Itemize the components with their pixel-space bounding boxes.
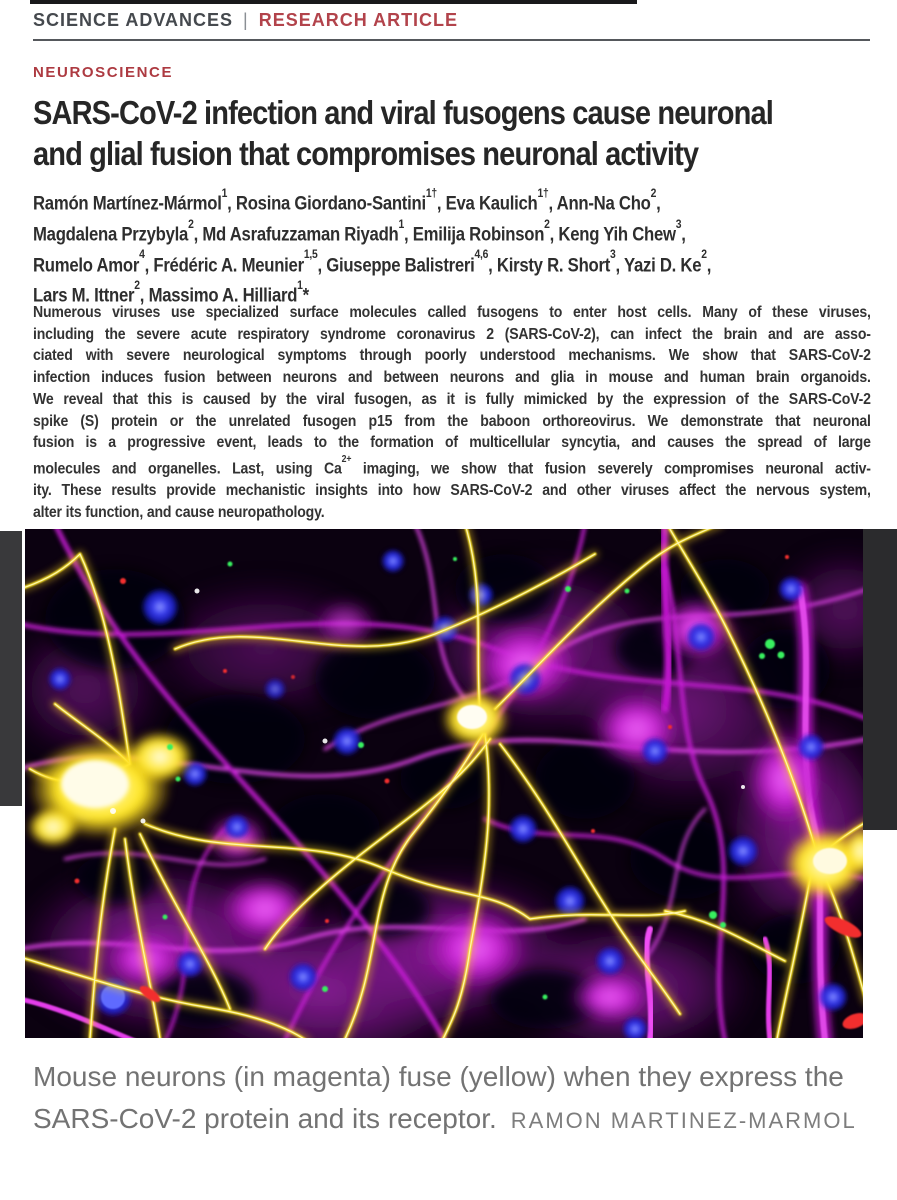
- abstract-text: [33, 302, 871, 523]
- section-label: NEUROSCIENCE: [33, 64, 174, 81]
- author-line: Rumelo Amor$^4$, Frédéric A. Meunier$^{1,5}$, Giuseppe Balistreri$^{4,6}$, Kirsty R. Short$^3$, Yazi D. Ke$^2$,: [33, 248, 712, 276]
- figure-left-band: [0, 531, 22, 806]
- author-line: Magdalena Przybyla$^2$, Md Asrafuzzaman Riyadh$^1$, Emilija Robinson$^2$, Keng Yih Chew$^3$,: [33, 217, 686, 246]
- article-type-label: RESEARCH ARTICLE: [258, 10, 459, 30]
- abstract-line: alter its function, and cause neuropathology.: [33, 503, 325, 521]
- abstract-line: including the severe acute respiratory syndrome coronavirus 2 (SARS-CoV-2), can infect the brain and are asso-: [33, 325, 871, 343]
- title-line: SARS-CoV-2 infection and viral fusogens cause neuronal: [33, 94, 773, 131]
- author-list: [33, 186, 871, 309]
- caption-text: Mouse neurons (in magenta) fuse (yellow) when they express the SARS-CoV-2 protein and its receptor.: [33, 1061, 844, 1134]
- abstract-line: fusion is a progressive event, leads to the formation of multicellular syncytia, and causes the spread of large: [33, 434, 871, 452]
- abstract-line: Numerous viruses use specialized surface molecules called fusogens to enter host cells. Many of these viruses,: [33, 304, 871, 321]
- masthead-divider: |: [243, 10, 249, 30]
- title-line: and glial fusion that compromises neuronal activity: [33, 135, 699, 172]
- figure-caption: [33, 1056, 857, 1142]
- figure-right-band: [863, 529, 897, 830]
- abstract-line: molecules and organelles. Last, using $Ca^{2+}$ imaging, we show that fusion severely compromises neuronal activ-: [33, 454, 871, 478]
- masthead: [33, 10, 458, 31]
- author-line: Ramón Martínez-Mármol$^1$, Rosina Giordano-Santini$^{1\dagger}$, Eva Kaulich$^{1\dagger}$, Ann-Na Cho$^2$,: [33, 186, 661, 215]
- abstract-line: ity. These results provide mechanistic insights into how SARS-CoV-2 and other viruses affect the nervous system,: [33, 481, 871, 499]
- author-line: Lars M. Ittner$^2$, Massimo A. Hilliard$^1$*: [33, 279, 309, 307]
- abstract-line: infection induces fusion between neurons and between neurons and glia in mouse and human brain organoids.: [33, 369, 871, 387]
- neuron-micrograph: [25, 529, 863, 1038]
- article-title: [33, 92, 871, 174]
- top-crop-strip: [30, 0, 637, 4]
- abstract-line: ciated with severe neurological symptoms through poorly understood mechanisms. We show that SARS-CoV-2: [33, 347, 871, 365]
- abstract-line: spike (S) protein or the unrelated fusogen p15 from the baboon orthoreovirus. We demonstrate that neuronal: [33, 412, 871, 430]
- caption-credit: RAMON MARTINEZ-MARMOL: [510, 1108, 857, 1133]
- header-rule: [33, 39, 870, 41]
- abstract-line: We reveal that this is caused by the viral fusogen, as it is fully mimicked by the expression of the SARS-CoV-2: [33, 390, 871, 408]
- journal-name: SCIENCE ADVANCES: [33, 10, 234, 30]
